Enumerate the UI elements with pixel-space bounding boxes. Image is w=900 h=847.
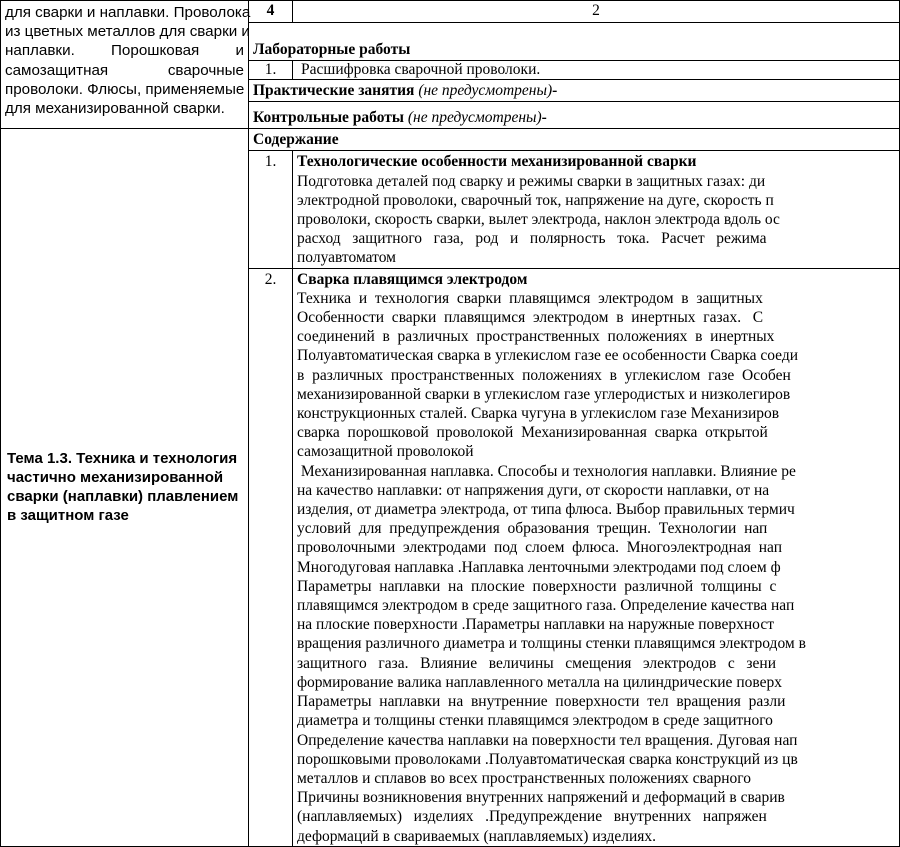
intro-line: самозащитная сварочные	[5, 61, 244, 79]
text-line: конструкционных сталей. Сварка чугуна в углекислом газе Механизиров	[297, 405, 780, 423]
text-line: в различных пространственных положениях в углекислом газе Особен	[297, 366, 791, 384]
intro-line: проволоки. Флюсы, применяемые	[5, 80, 245, 98]
text-line: механизированной сварки в углекислом газе углеродистых и низколегиров	[297, 385, 791, 403]
intro-line: из цветных металлов для сварки и	[5, 23, 250, 41]
text-line: Полуавтоматическая сварка в углекислом газе ее особенности Сварка соеди	[297, 347, 799, 365]
practice-note: (не предусмотрены)	[418, 82, 553, 99]
text-line: Определение качества наплавки на поверхности тел вращения. Дуговая нап	[297, 731, 798, 749]
text-line: проволоки, скорость сварки, вылет электрода, наклон электрода вдоль ос	[297, 211, 780, 229]
text-line: электродной проволоки, сварочный ток, напряжение на дуге, скорость п	[297, 191, 774, 209]
text-line: расход защитного газа, род и полярность тока. Расчет режима	[297, 230, 767, 248]
text-line: Техника и технология сварки плавящимся электродом в защитных	[297, 289, 763, 307]
item-2-number: 2.	[249, 268, 293, 846]
intro-line: для механизированной сварки.	[5, 100, 225, 118]
text-line: Параметры наплавки на внутренние поверхности тел вращения разли	[297, 693, 786, 711]
item-1-text	[297, 172, 899, 268]
intro-text	[5, 3, 251, 118]
column-number-header: 4	[249, 1, 293, 23]
text-line: Особенности сварки плавящимся электродом в инертных газах. С	[297, 309, 764, 327]
text-line: Подготовка деталей под сварку и режимы сварки в защитных газах: ди	[297, 172, 766, 190]
text-line: деформаций в свариваемых (наплавляемых) изделиях.	[297, 827, 657, 845]
text-line: вращения различного диаметра и толщины стенки плавящимся электродом в	[297, 635, 806, 653]
text-line: полуавтоматом	[297, 249, 396, 267]
text-line: плавящимся электродом в среде защитного газа. Определение качества нап	[297, 597, 795, 615]
control-note: (не предусмотрены)	[407, 109, 542, 126]
practice-heading: Практические занятия (не предусмотрены)-	[249, 80, 900, 102]
lab-item-text: Расшифровка сварочной проволоки.	[293, 61, 900, 80]
text-line: металлов и сплавов во всех пространственных положениях сварного	[297, 769, 752, 787]
text-line: на качество наплавки: от напряжения дуги, от скорости наплавки, от на	[297, 481, 770, 499]
text-line: формирование валика наплавленного металла на цилиндрические поверх	[297, 673, 782, 691]
item-2-title: Сварка плавящимся электродом	[297, 270, 528, 288]
text-line: изделия, от диаметра электрода, от типа флюса. Выбор правильных термич	[297, 501, 795, 519]
text-line: проволочными электродами под слоем флюса. Многоэлектродная нап	[297, 539, 782, 557]
text-line: условий для предупреждения образования трещин. Технологии нап	[297, 520, 768, 538]
lab-item-number: 1.	[249, 61, 293, 80]
item-1-title: Технологические особенности механизированной сварки	[297, 153, 697, 171]
item-1-body	[293, 151, 900, 268]
intro-text-cell	[1, 1, 249, 129]
item-1-number: 1.	[249, 151, 293, 268]
item-2-body	[293, 268, 900, 846]
topic-title: Тема 1.3. Техника и технология частично механизированной сварки (наплавки) плавлением в защитном газе	[1, 129, 249, 847]
text-line: порошковыми проволоками .Полуавтоматическая сварка конструкций из цв	[297, 750, 798, 768]
text-line: соединений в различных пространственных положениях в инертных	[297, 328, 775, 346]
text-line: на плоские поверхности .Параметры наплавки на наружные поверхност	[297, 616, 774, 634]
text-line: (наплавляемых) изделиях .Предупреждение внутренних напряжен	[297, 808, 767, 826]
text-line: Механизированная наплавка. Способы и технология наплавки. Влияние ре	[297, 462, 796, 480]
text-line: защитного газа. Влияние величины смещения электродов с зени	[297, 654, 777, 672]
intro-line: для сварки и наплавки. Проволока	[5, 4, 251, 21]
text-line: сварка порошковой проволокой Механизированная сварка открытой	[297, 424, 768, 442]
text-line: диаметра и толщины стенки плавящимся электродом в среде защитного	[297, 712, 773, 730]
text-line: Причины возникновения внутренних напряжений и деформаций в сварив	[297, 789, 785, 807]
item-2-text	[297, 289, 899, 846]
text-line: Многодуговая наплавка .Наплавка ленточными электродами под слоем ф	[297, 558, 781, 576]
control-heading: Контрольные работы (не предусмотрены)-	[249, 102, 900, 129]
text-line: Параметры наплавки на плоские поверхности различной толщины с	[297, 577, 777, 595]
content-heading: Содержание	[249, 129, 900, 151]
lab-works-heading: Лабораторные работы	[249, 23, 900, 61]
text-line: самозащитной проволокой	[297, 443, 474, 461]
intro-line: наплавки. Порошковая и	[5, 42, 244, 60]
column-hours-header: 2	[293, 1, 900, 23]
